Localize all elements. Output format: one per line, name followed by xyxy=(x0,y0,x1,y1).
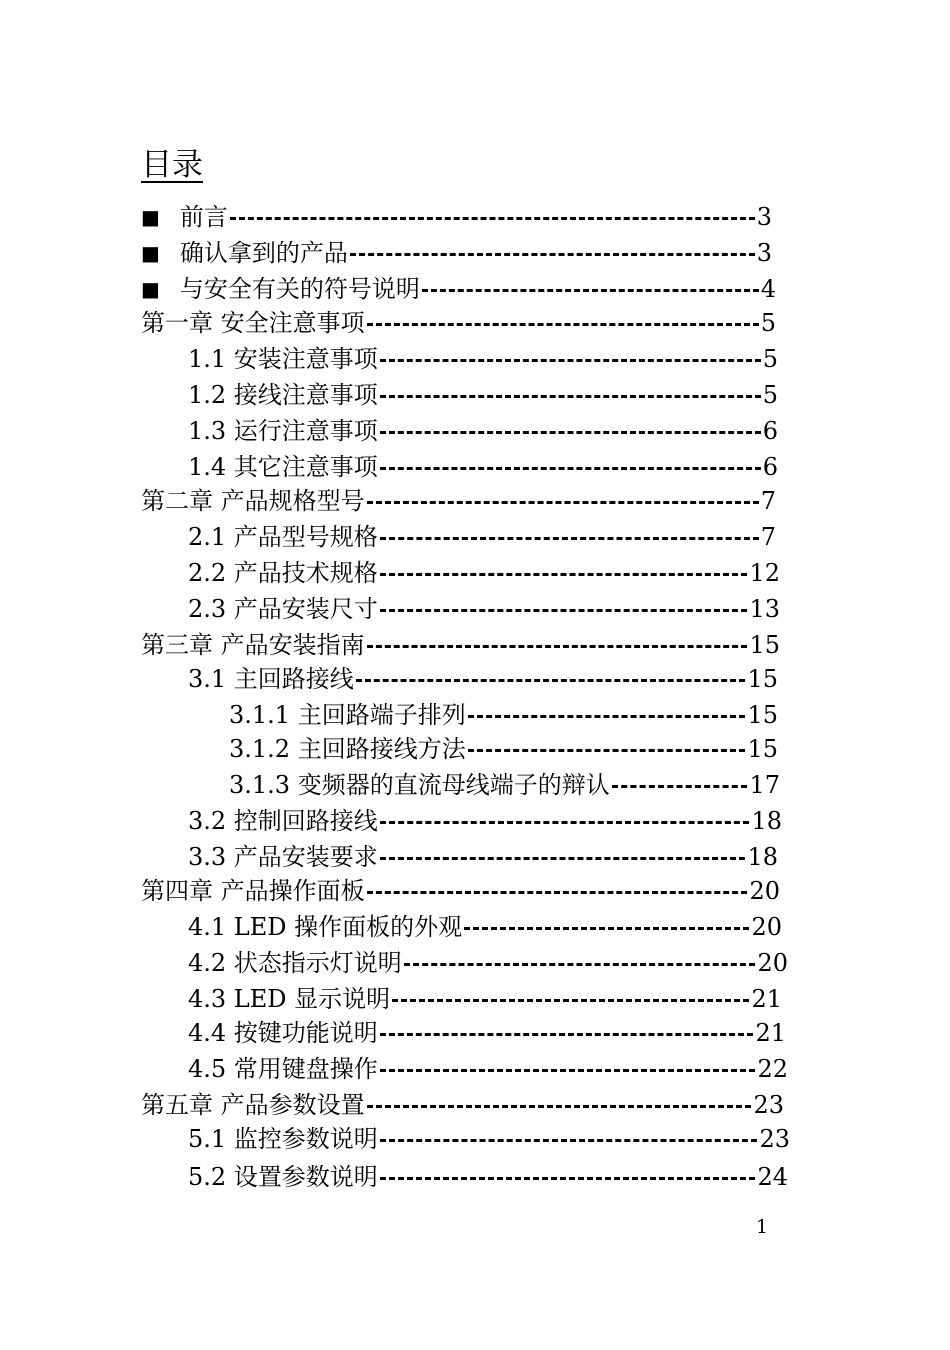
toc-entry-leader xyxy=(464,927,749,930)
toc-entry-page: 18 xyxy=(751,807,782,835)
toc-entry-page: 5 xyxy=(760,309,776,337)
toc-entry-label: 确认拿到的产品 xyxy=(179,239,348,267)
toc-entry-label: 1.3 运行注意事项 xyxy=(188,417,378,445)
toc-entry-page: 20 xyxy=(751,913,782,941)
toc-entry-label: 5.1 监控参数说明 xyxy=(188,1125,378,1153)
toc-entry-page: 18 xyxy=(747,843,778,871)
toc-entry-leader xyxy=(367,501,759,504)
toc-entry[interactable] xyxy=(188,840,778,872)
toc-entry-page: 12 xyxy=(749,559,780,587)
toc-entry-label: 3.1.2 主回路接线方法 xyxy=(229,735,466,763)
toc-entry-leader xyxy=(422,289,759,292)
toc-entry-label: 第四章 产品操作面板 xyxy=(141,877,365,905)
toc-entry-leader xyxy=(380,1069,756,1072)
toc-entry-label: 4.5 常用键盘操作 xyxy=(188,1055,378,1083)
toc-entry[interactable] xyxy=(141,874,780,906)
toc-entry-page: 15 xyxy=(749,631,780,659)
toc-entry-leader xyxy=(380,359,761,362)
toc-entry-leader xyxy=(356,679,746,682)
toc-entry-label: 2.1 产品型号规格 xyxy=(188,523,378,551)
toc-entry[interactable] xyxy=(188,378,778,410)
toc-entry-page: 21 xyxy=(755,1019,786,1047)
toc-entry-label: 2.3 产品安装尺寸 xyxy=(188,595,378,623)
toc-entry-label: 4.3 LED 显示说明 xyxy=(188,985,391,1013)
toc-entry-leader xyxy=(230,217,755,220)
toc-entry[interactable] xyxy=(188,662,778,694)
toc-entry[interactable] xyxy=(188,1122,790,1154)
toc-entry-leader xyxy=(380,573,748,576)
toc-entry-page: 15 xyxy=(747,701,778,729)
toc-entry[interactable] xyxy=(188,1016,786,1048)
toc-entry-leader xyxy=(367,323,759,326)
toc-entry-page: 15 xyxy=(747,665,778,693)
toc-entry-leader xyxy=(380,1177,756,1180)
toc-entry-label: 2.2 产品技术规格 xyxy=(188,559,378,587)
toc-entry-page: 24 xyxy=(757,1163,788,1191)
toc-entry[interactable] xyxy=(229,732,778,764)
toc-entry-leader xyxy=(380,395,761,398)
toc-entry-page: 21 xyxy=(751,985,782,1013)
toc-entry-page: 3 xyxy=(756,203,772,231)
toc-entry-label: 第一章 安全注意事项 xyxy=(141,309,365,337)
toc-entry[interactable] xyxy=(188,982,782,1014)
toc-entry-leader xyxy=(367,645,748,648)
toc-entry[interactable] xyxy=(188,946,788,978)
toc-entry-page: 20 xyxy=(757,949,788,977)
toc-entry-leader xyxy=(380,467,761,470)
toc-entry-page: 17 xyxy=(749,771,780,799)
toc-entry[interactable] xyxy=(188,414,778,446)
toc-entry[interactable] xyxy=(188,450,778,482)
toc-entry-page: 7 xyxy=(760,523,776,551)
toc-entry-page: 7 xyxy=(760,487,776,515)
toc-entry[interactable] xyxy=(188,804,782,836)
toc-entry[interactable] xyxy=(188,520,776,552)
toc-entry[interactable] xyxy=(188,1160,788,1192)
toc-entry-leader xyxy=(350,253,755,256)
toc-entry[interactable] xyxy=(141,272,776,304)
toc-entry-page: 5 xyxy=(762,345,778,373)
toc-entry-bullet: ■ xyxy=(141,205,160,229)
toc-entry-leader xyxy=(468,715,746,718)
toc-entry-leader xyxy=(380,537,759,540)
toc-entry-leader xyxy=(367,891,748,894)
toc-entry[interactable] xyxy=(188,592,780,624)
toc-entry-label: 第五章 产品参数设置 xyxy=(141,1091,365,1119)
toc-entry-label: 4.1 LED 操作面板的外观 xyxy=(188,913,463,941)
toc-entry-label: 3.1 主回路接线 xyxy=(188,665,354,693)
page-title: 目录 xyxy=(141,147,203,183)
toc-entry[interactable] xyxy=(229,698,778,730)
toc-entry[interactable] xyxy=(229,768,780,800)
toc-entry-leader xyxy=(468,749,746,752)
toc-entry[interactable] xyxy=(188,910,782,942)
toc-entry-leader xyxy=(380,857,746,860)
toc-entry-leader xyxy=(380,431,761,434)
toc-entry-page: 13 xyxy=(749,595,780,623)
toc-entry[interactable] xyxy=(188,1052,788,1084)
toc-entry-leader xyxy=(612,785,748,788)
toc-entry[interactable] xyxy=(188,556,780,588)
toc-entry-label: 4.4 按键功能说明 xyxy=(188,1019,378,1047)
toc-entry-page: 23 xyxy=(759,1125,790,1153)
toc-entry[interactable] xyxy=(141,628,780,660)
toc-entry-page: 20 xyxy=(749,877,780,905)
toc-entry-leader xyxy=(380,1139,758,1142)
toc-entry-page: 4 xyxy=(760,275,776,303)
toc-entry-label: 第三章 产品安装指南 xyxy=(141,631,365,659)
toc-entry-page: 15 xyxy=(747,735,778,763)
toc-entry-label: 1.4 其它注意事项 xyxy=(188,453,378,481)
toc-entry-label: 前言 xyxy=(179,203,228,231)
toc-entry-page: 6 xyxy=(762,453,778,481)
toc-entry[interactable] xyxy=(141,1088,784,1120)
toc-entry-leader xyxy=(392,999,749,1002)
toc-entry-page: 3 xyxy=(756,239,772,267)
toc-entry-page: 23 xyxy=(753,1091,784,1119)
toc-entry[interactable] xyxy=(141,484,776,516)
toc-entry-label: 3.1.3 变频器的直流母线端子的辩认 xyxy=(229,771,610,799)
toc-entry-label: 3.3 产品安装要求 xyxy=(188,843,378,871)
toc-entry-label: 第二章 产品规格型号 xyxy=(141,487,365,515)
toc-entry-bullet: ■ xyxy=(141,277,160,301)
toc-entry-leader xyxy=(380,821,750,824)
page-number: 1 xyxy=(756,1216,769,1238)
toc-entry-bullet: ■ xyxy=(141,241,160,265)
toc-entry-label: 4.2 状态指示灯说明 xyxy=(188,949,402,977)
toc-entry-page: 6 xyxy=(762,417,778,445)
toc-entry-leader xyxy=(367,1105,752,1108)
toc-entry[interactable] xyxy=(141,236,772,268)
toc-entry-page: 5 xyxy=(762,381,778,409)
toc-entry[interactable] xyxy=(188,342,778,374)
toc-entry-label: 1.2 接线注意事项 xyxy=(188,381,378,409)
toc-entry[interactable] xyxy=(141,306,776,338)
toc-entry-label: 1.1 安装注意事项 xyxy=(188,345,378,373)
toc-entry-leader xyxy=(404,963,756,966)
toc-entry-label: 与安全有关的符号说明 xyxy=(179,275,420,303)
toc-entry-label: 3.2 控制回路接线 xyxy=(188,807,378,835)
toc-entry-label: 5.2 设置参数说明 xyxy=(188,1163,378,1191)
toc-entry-page: 22 xyxy=(757,1055,788,1083)
toc-entry[interactable] xyxy=(141,200,772,232)
toc-entry-leader xyxy=(380,609,748,612)
toc-entry-label: 3.1.1 主回路端子排列 xyxy=(229,701,466,729)
toc-entry-leader xyxy=(380,1033,754,1036)
